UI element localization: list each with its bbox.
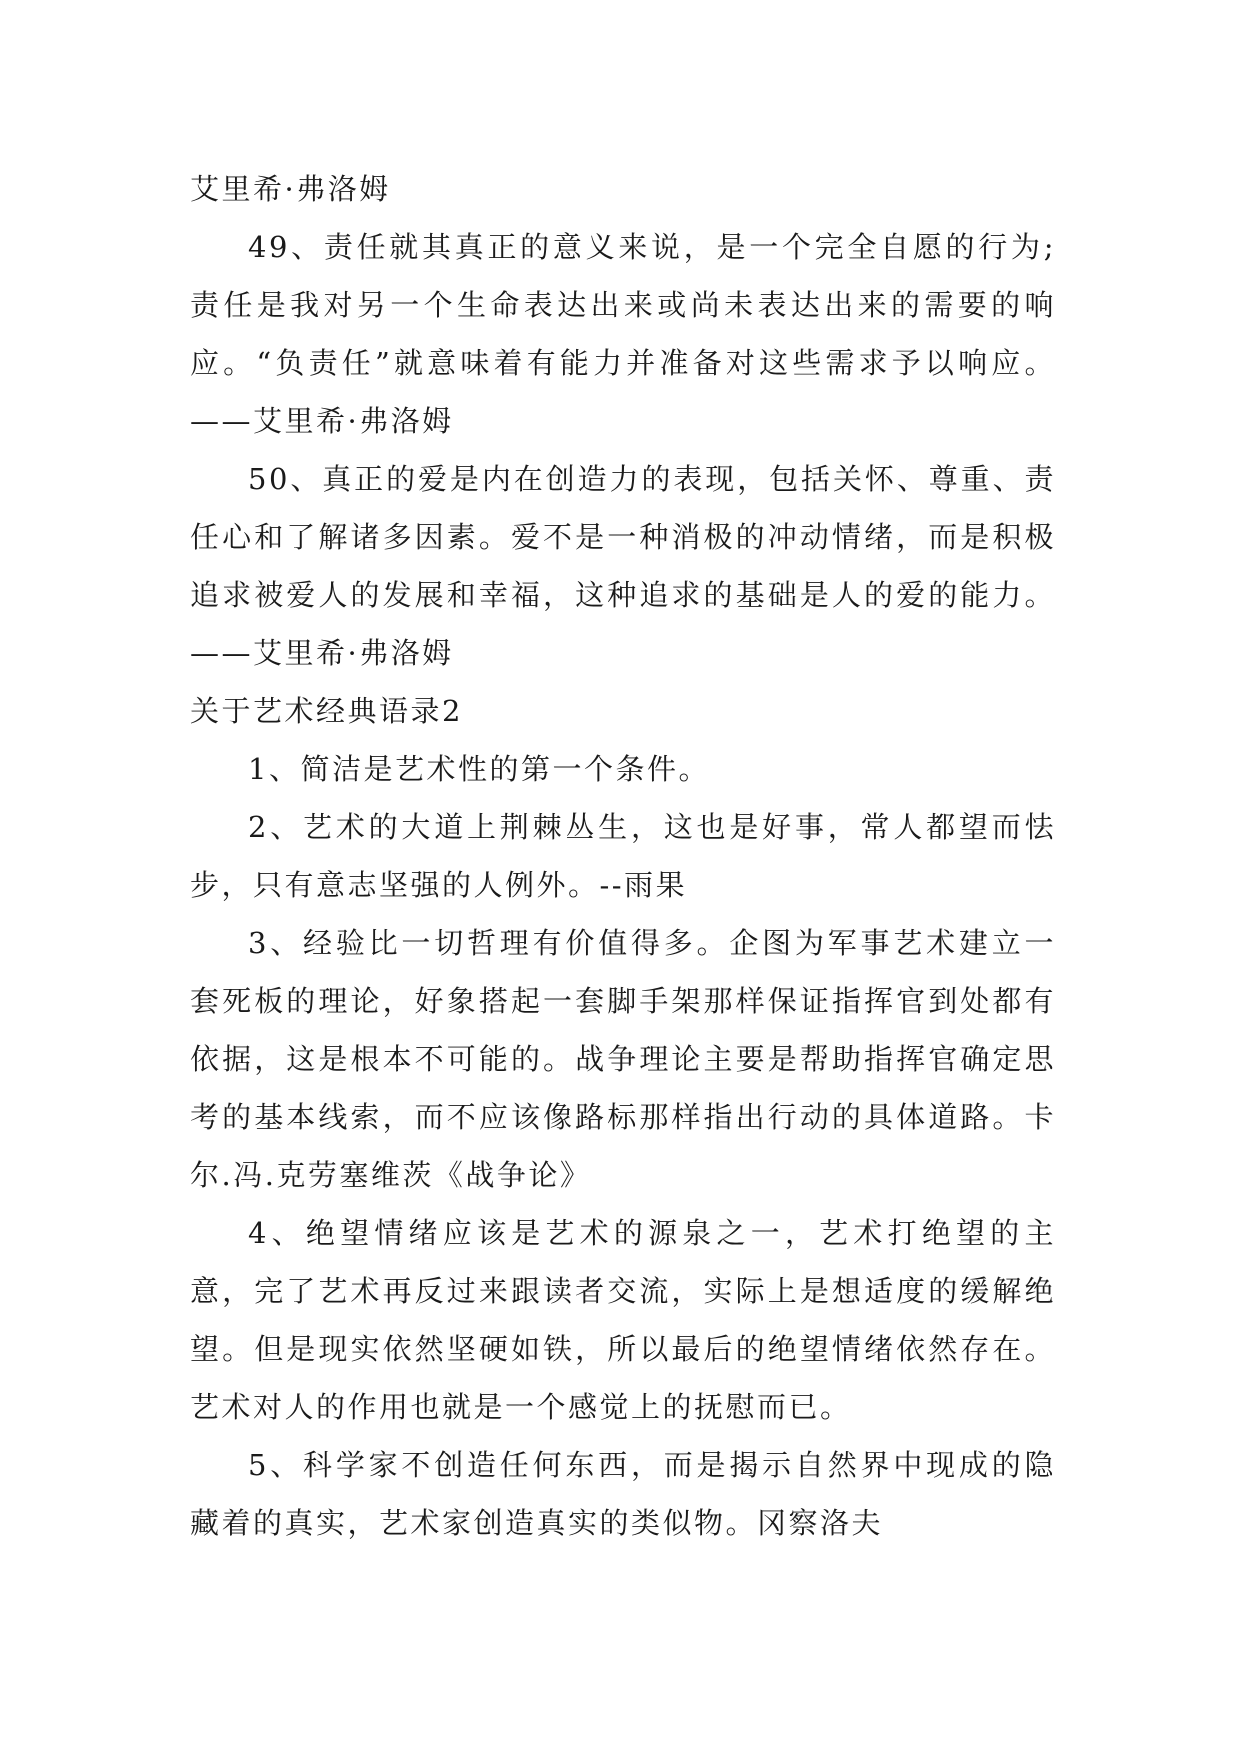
document-body (190, 160, 1056, 1552)
attribution-line: 艾里希·弗洛姆 (190, 172, 391, 206)
section-heading: 关于艺术经典语录2 (190, 694, 463, 728)
quote-art-1: 1、简洁是艺术性的第一个条件。 (248, 752, 710, 786)
quote-49: 49、责任就其真正的意义来说，是一个完全自愿的行为;责任是我对另一个生命表达出来或尚未表达出来的需要的响应。“负责任”就意味着有能力并准备对这些需求予以响应。——艾里希·弗洛姆 (190, 230, 1056, 438)
quote-art-4: 4、绝望情绪应该是艺术的源泉之一，艺术打绝望的主意，完了艺术再反过来跟读者交流，实际上是想适度的缓解绝望。但是现实依然坚硬如铁，所以最后的绝望情绪依然存在。艺术对人的作用也就是一个感觉上的抚慰而已。 (190, 1216, 1056, 1424)
quote-art-2: 2、艺术的大道上荆棘丛生，这也是好事，常人都望而怯步，只有意志坚强的人例外。--雨果 (190, 810, 1056, 902)
quote-art-3: 3、经验比一切哲理有价值得多。企图为军事艺术建立一套死板的理论，好象搭起一套脚手架那样保证指挥官到处都有依据，这是根本不可能的。战争理论主要是帮助指挥官确定思考的基本线索，而不应该像路标那样指出行动的具体道路。卡尔.冯.克劳塞维茨《战争论》 (190, 926, 1056, 1192)
quote-50: 50、真正的爱是内在创造力的表现，包括关怀、尊重、责任心和了解诸多因素。爱不是一种消极的冲动情绪，而是积极追求被爱人的发展和幸福，这种追求的基础是人的爱的能力。——艾里希·弗洛姆 (190, 462, 1056, 670)
quote-art-5: 5、科学家不创造任何东西，而是揭示自然界中现成的隐藏着的真实，艺术家创造真实的类似物。冈察洛夫 (190, 1448, 1056, 1540)
